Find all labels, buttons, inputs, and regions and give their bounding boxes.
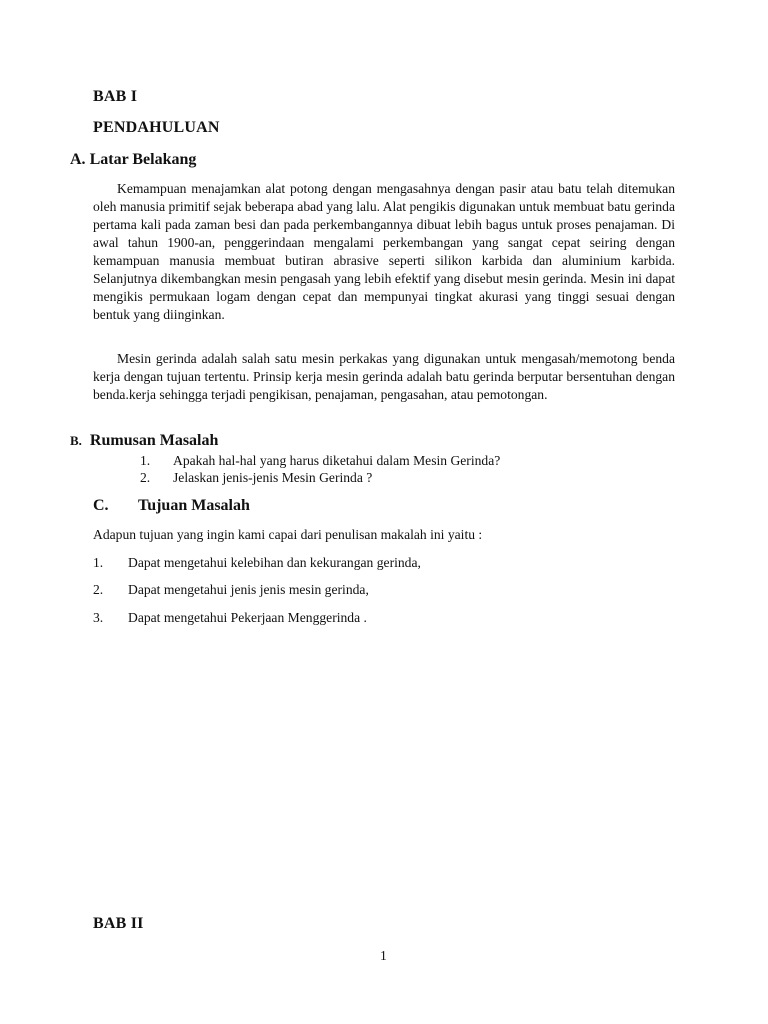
list-number: 3. xyxy=(93,610,104,625)
section-b-title: Rumusan Masalah xyxy=(89,432,219,449)
section-a-heading xyxy=(70,151,196,169)
list-item-c-1 xyxy=(93,554,421,572)
list-text: Jelaskan jenis-jenis Mesin Gerinda ? xyxy=(173,470,373,485)
section-c-intro: Adapun tujuan yang ingin kami capai dari penulisan makalah ini yaitu : xyxy=(93,527,483,542)
list-text: Apakah hal-hal yang harus diketahui dalam Mesin Gerinda? xyxy=(173,453,501,468)
paragraph-text: Kemampuan menajamkan alat potong dengan mengasahnya dengan pasir atau batu telah ditemukan oleh manusia primitif sejak beberapa abad yang lalu. Alat pengikis digunakan untuk membuat batu gerinda pertama kali pada zaman besi dan pada perkembangannya dibuat lebih bagus untuk proses penajaman. Di awal tahun 1900-an, penggerindaan mengalami perkembangan yang sangat cepat seiring dengan kemampuan manusia membuat butiran abrasive seperti silikon karbida dan aluminium karbida. Selanjutnya dikembangkan mesin pengasah yang lebih efektif yang disebut mesin gerinda. Mesin ini dapat mengikis permukaan logam dengan cepat dan mempunyai tingkat akurasi yang tinggi sesuai dengan bentuk yang diinginkan. xyxy=(93,181,675,322)
section-a-marker: A. xyxy=(70,151,86,168)
list-text: Dapat mengetahui jenis jenis mesin gerinda, xyxy=(128,582,369,597)
section-b-heading xyxy=(70,432,218,450)
chapter-2-heading: BAB II xyxy=(93,915,144,932)
list-number: 2. xyxy=(93,582,104,597)
section-c-marker: C. xyxy=(93,497,109,514)
list-text: Dapat mengetahui kelebihan dan kekurangan gerinda, xyxy=(128,555,421,570)
list-item-c-3 xyxy=(93,609,367,627)
list-item-c-2 xyxy=(93,581,369,599)
list-number: 1. xyxy=(93,555,104,570)
paragraph-text: Mesin gerinda adalah salah satu mesin perkakas yang digunakan untuk mengasah/memotong benda kerja dengan tujuan tertentu. Prinsip kerja mesin gerinda adalah batu gerinda berputar bersentuhan dengan benda.kerja sehingga terjadi pengikisan, penajaman, pengasahan, atau pemotongan. xyxy=(93,351,675,402)
list-text: Dapat mengetahui Pekerjaan Menggerinda . xyxy=(128,610,367,625)
section-b-marker: B. xyxy=(70,433,82,448)
list-number: 1. xyxy=(140,453,151,468)
paragraph-1 xyxy=(93,180,675,324)
list-number: 2. xyxy=(140,470,151,485)
section-a-title: Latar Belakang xyxy=(89,151,197,168)
section-c-heading xyxy=(93,497,250,515)
list-item-b-1 xyxy=(140,452,500,470)
list-item-b-2 xyxy=(140,469,372,487)
chapter-heading: BAB I xyxy=(93,88,138,105)
page-number: 1 xyxy=(380,948,387,963)
section-c-title: Tujuan Masalah xyxy=(138,497,250,514)
chapter-title: PENDAHULUAN xyxy=(93,119,220,136)
paragraph-2 xyxy=(93,350,675,404)
